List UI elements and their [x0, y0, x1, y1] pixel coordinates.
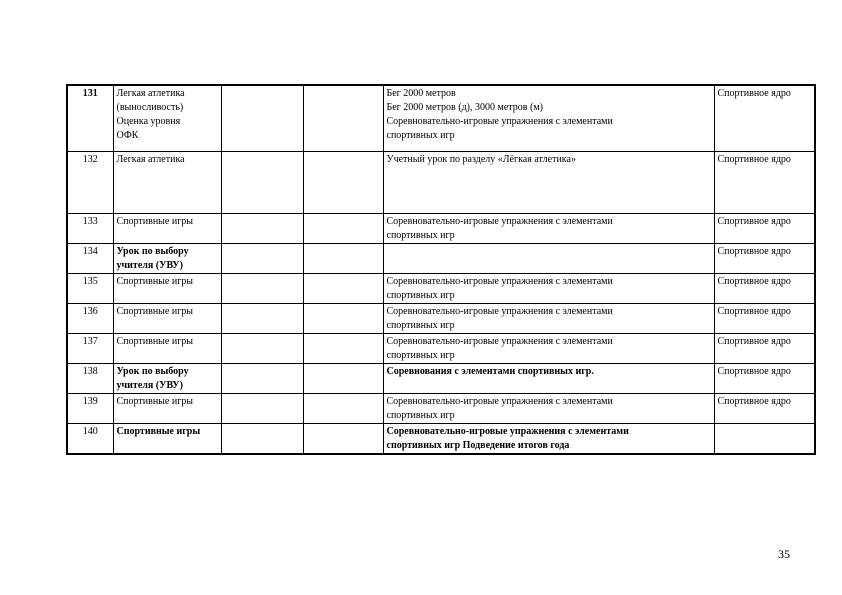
lesson-section: Легкая атлетика (выносливость) Оценка уровня ОФК [113, 85, 221, 151]
page-number: 35 [778, 547, 790, 561]
lesson-type: Спортивное ядро [714, 243, 815, 273]
empty-cell [303, 151, 383, 213]
table-row [67, 273, 815, 303]
lesson-number: 131 [67, 85, 113, 151]
empty-cell [303, 333, 383, 363]
lesson-number: 135 [67, 273, 113, 303]
lesson-section: Спортивные игры [113, 213, 221, 243]
empty-cell [221, 151, 303, 213]
table-row [67, 363, 815, 393]
table-row [67, 213, 815, 243]
lesson-number: 137 [67, 333, 113, 363]
lesson-number: 132 [67, 151, 113, 213]
empty-cell [303, 243, 383, 273]
empty-cell [303, 85, 383, 151]
table-row [67, 85, 815, 151]
table-row [67, 243, 815, 273]
empty-cell [303, 363, 383, 393]
lesson-section: Спортивные игры [113, 273, 221, 303]
lesson-content: Соревновательно-игровые упражнения с элементами спортивных игр [383, 333, 714, 363]
empty-cell [221, 273, 303, 303]
lesson-number: 139 [67, 393, 113, 423]
lesson-type: Спортивное ядро [714, 303, 815, 333]
lesson-type: Спортивное ядро [714, 213, 815, 243]
lesson-content: Соревновательно-игровые упражнения с элементами спортивных игр [383, 393, 714, 423]
lesson-content: Учетный урок по разделу «Лёгкая атлетика» [383, 151, 714, 213]
table-row [67, 333, 815, 363]
lesson-content: Соревнования с элементами спортивных игр. [383, 363, 714, 393]
empty-cell [221, 213, 303, 243]
lesson-section: Спортивные игры [113, 423, 221, 454]
lesson-plan-table [66, 84, 816, 455]
lesson-type: Спортивное ядро [714, 333, 815, 363]
lesson-content: Соревновательно-игровые упражнения с элементами спортивных игр [383, 213, 714, 243]
lesson-type: Спортивное ядро [714, 363, 815, 393]
lesson-type: Спортивное ядро [714, 393, 815, 423]
lesson-content [383, 243, 714, 273]
empty-cell [221, 85, 303, 151]
empty-cell [221, 303, 303, 333]
lesson-content: Бег 2000 метров Бег 2000 метров (д), 3000 метров (м) Соревновательно-игровые упражнения с элементами спортивных игр [383, 85, 714, 151]
empty-cell [303, 303, 383, 333]
lesson-section: Урок по выбору учителя (УВУ) [113, 243, 221, 273]
table-row [67, 393, 815, 423]
lesson-section: Спортивные игры [113, 393, 221, 423]
lesson-content: Соревновательно-игровые упражнения с элементами спортивных игр [383, 303, 714, 333]
table-row [67, 303, 815, 333]
table-row [67, 151, 815, 213]
lesson-number: 134 [67, 243, 113, 273]
lesson-number: 140 [67, 423, 113, 454]
lesson-type: Спортивное ядро [714, 273, 815, 303]
empty-cell [221, 423, 303, 454]
empty-cell [221, 333, 303, 363]
lesson-section: Спортивные игры [113, 333, 221, 363]
lesson-content: Соревновательно-игровые упражнения с элементами спортивных игр [383, 273, 714, 303]
table-row [67, 423, 815, 454]
empty-cell [221, 393, 303, 423]
empty-cell [221, 243, 303, 273]
empty-cell [303, 423, 383, 454]
lesson-section: Урок по выбору учителя (УВУ) [113, 363, 221, 393]
lesson-type: Спортивное ядро [714, 85, 815, 151]
lesson-number: 133 [67, 213, 113, 243]
lesson-type [714, 423, 815, 454]
lesson-number: 138 [67, 363, 113, 393]
lesson-section: Спортивные игры [113, 303, 221, 333]
lesson-type: Спортивное ядро [714, 151, 815, 213]
empty-cell [303, 213, 383, 243]
empty-cell [303, 393, 383, 423]
lesson-number: 136 [67, 303, 113, 333]
lesson-content: Соревновательно-игровые упражнения с элементами спортивных игр Подведение итогов года [383, 423, 714, 454]
empty-cell [221, 363, 303, 393]
empty-cell [303, 273, 383, 303]
lesson-section: Легкая атлетика [113, 151, 221, 213]
